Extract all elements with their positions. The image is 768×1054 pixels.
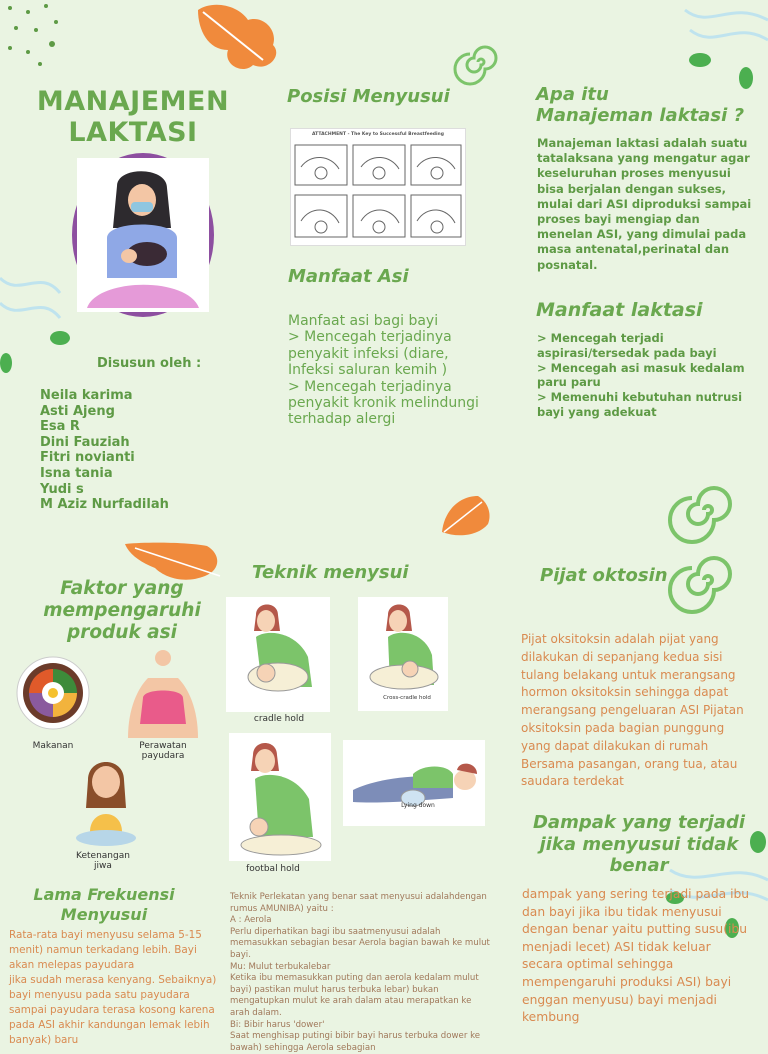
manfaat-asi-heading: Manfaat Asi [288, 266, 409, 287]
member-name: Asti Ajeng [40, 403, 115, 419]
member-name: Dini Fauziah [40, 434, 130, 450]
pijat-heading: Pijat oktosin [540, 565, 668, 586]
pijat-text: Pijat oksitoksin adalah pijat yang dilakukan di sepanjang kedua sisi tulang belakang untuk merangsang hormon oksitoksin sehingga dapat merangsang pengeluaran ASI Pijatan oksitoksin pada bagian punggung yang dapat dilakukan di rumah Bersama pasangan, orang tua, atau saudara terdekat [521, 632, 744, 789]
hold-label: Cross-cradle hold [383, 695, 431, 701]
lying-down-image [343, 740, 485, 826]
orange-leaf-icon [193, 0, 288, 75]
spiral-icon [668, 478, 740, 618]
manfaat-laktasi-text: > Mencegah terjadi aspirasi/tersedak pada bayi > Mencegah asi masuk kedalam paru paru > Memenuhi kebutuhan nutrusi bayi yang adekuat [537, 331, 745, 419]
manfaat-laktasi-heading: Manfaat laktasi [536, 299, 703, 321]
member-name: Esa R [40, 419, 80, 435]
meditation-icon [70, 752, 142, 848]
food-bowl-icon [15, 655, 91, 731]
posisi-heading: Posisi Menyusui [287, 86, 450, 107]
spiral-icon [458, 42, 498, 82]
faktor-item-label: Perawatan payudara [139, 741, 187, 761]
dampak-text: dampak yang sering terjadi pada ibu dan bayi jika ibu tidak menyusui dengan benar yaitu putting susu(ibu menjadi lecet) ASI tidak keluar secara optimal sehingga mempengaruhi produksi ASI) bayi enggan menyusu) bayi menjadi kembung [522, 887, 750, 1025]
member-name: Fitri novianti [40, 450, 135, 466]
apa-itu-heading: Apa itu Manajeman laktasi ? [536, 84, 745, 126]
cradle-hold-image [226, 597, 330, 712]
apa-itu-text: Manajeman laktasi adalah suatu tatalaksana yang mengatur agar keseluruhan proses menyusui bisa berjalan dengan sukses, mulai dari ASI diproduksi sampai proses bayi mengiap dan menelan ASI, yang dimulai pada masa antenatal,perinatal dan posnatal. [537, 136, 752, 272]
lama-heading: Lama Frekuensi Menyusui [33, 885, 175, 924]
football-hold-image [229, 733, 331, 861]
orange-leaf-icon [438, 492, 494, 540]
faktor-heading: Faktor yang mempengaruhi produk asi [43, 578, 201, 643]
member-name: Isna tania [40, 465, 113, 481]
decorative-dots [0, 0, 70, 70]
hold-label: footbal hold [246, 864, 300, 874]
faktor-item-label: Ketenangan jiwa [76, 851, 130, 871]
wave-decoration-left [0, 268, 70, 378]
hold-label: cradle hold [253, 714, 305, 724]
teknik-heading: Teknik menysui [252, 562, 409, 583]
manfaat-asi-text: Manfaat asi bagi bayi > Mencegah terjadinya penyakit infeksi (diare, Infeksi saluran kemih ) > Mencegah terjadinya penyakit kronik melindungi terhadap alergi [288, 313, 479, 428]
member-name: Yudi s [40, 481, 84, 497]
teknik-perlekatan-text: Teknik Perlekatan yang benar saat menyusui adalahdengan rumus AMUNIBA) yaitu : A : Aerola Perlu diperhatikan bagi ibu saatmenyusui adalah memasukkan sebagian besar Aerola bagian bawah ke mulut bayi. Mu: Mulut terbukalebar Ketika ibu memasukkan puting dan aerola kedalam mulut bayi) pastikan mulut harus terbuka lebar) bukan mengatupkan mulut ke arah dalam atau merapatkan ke arah dalam. Bi: Bibir harus 'dower' Saat menghisap putingi bibir bayi harus terbuka dower ke bawah) sehingga Aerola sebagian [230, 892, 490, 1053]
members-list [40, 388, 169, 513]
diagram-caption: ATTACHMENT - The Key to Successful Breastfeeding [312, 132, 444, 137]
cross-cradle-hold-image [358, 597, 448, 711]
lama-text: Rata-rata bayi menyusu selama 5-15 menit) namun terkadang lebih. Bayi akan melepas payudara jika sudah merasa kenyang. Sebaiknya) bayi menyusu pada satu payudara sampai payudara terasa kosong karena pada ASI akhir kandungan lemak lebih banyak) baru [9, 929, 217, 1046]
wave-decoration [680, 0, 768, 90]
member-name: Neila karima [40, 388, 133, 403]
dampak-heading: Dampak yang terjadi jika menyusui tidak benar [532, 812, 746, 876]
hold-label: Lying down [401, 802, 435, 809]
breastfeeding-mother-illustration [72, 153, 214, 317]
attachment-diagram [290, 128, 466, 246]
faktor-item-label: Makanan [32, 741, 74, 751]
credits-label: Disusun oleh : [97, 356, 202, 371]
page-title: MANAJEMEN LAKTASI [36, 86, 230, 148]
breast-care-icon [118, 648, 208, 738]
member-name: M Aziz Nurfadilah [40, 497, 169, 513]
